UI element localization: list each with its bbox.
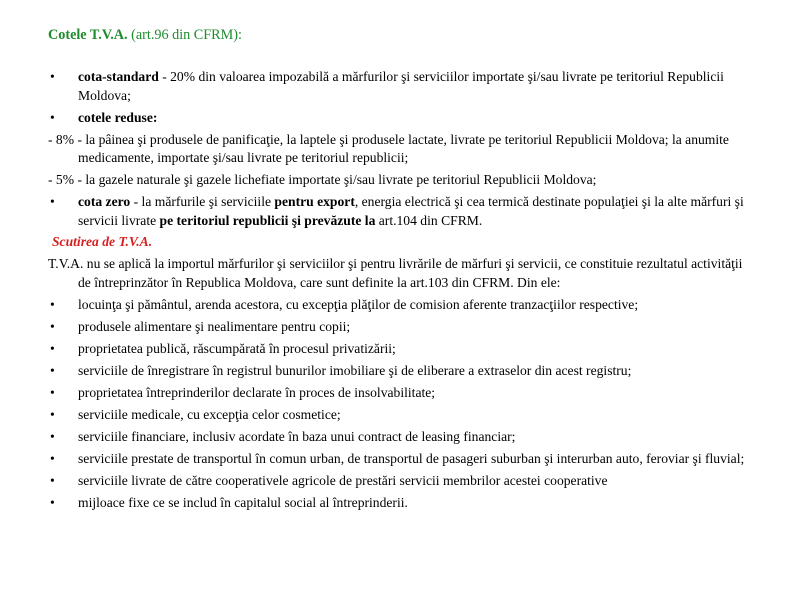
exemption-item — [48, 340, 748, 359]
bullet-icon: • — [50, 406, 55, 422]
exemption-heading: Scutirea de T.V.A. — [52, 233, 153, 249]
exemption-text: serviciile medicale, cu excepţia celor cosmetice; — [78, 406, 341, 422]
reduced-rate-8: - 8% - la pâinea şi produsele de panificaţie, la laptele şi produsele lactate, livrate pe teritoriul Republicii Moldova; la anumite medicamente, importate şi/sau livrate pe teritoriul republicii; — [48, 131, 729, 165]
bullet-icon: • — [50, 450, 55, 466]
exemption-item — [48, 406, 748, 425]
rate-text: - 20% din valoarea impozabilă a mărfurilor şi serviciilor importate şi/sau livrate pe teritoriul Republicii Moldova; — [78, 69, 724, 103]
exemption-item — [48, 318, 748, 337]
bullet-icon: • — [50, 194, 55, 209]
rate-item-zero — [48, 193, 748, 230]
zero-bold-1: cota zero — [78, 194, 131, 209]
exemption-text: serviciile financiare, inclusiv acordate în baza unui contract de leasing financiar; — [78, 428, 516, 444]
bullet-icon: • — [50, 296, 55, 312]
section-title — [48, 26, 242, 45]
exemption-item — [48, 450, 748, 469]
rate-item-standard — [48, 68, 748, 105]
zero-bold-2: pentru export — [274, 194, 355, 209]
zero-text-1: - la mărfurile şi serviciile — [130, 194, 275, 209]
reduced-rate-5: - 5% - la gazele naturale şi gazele lichefiate importate şi/sau livrate pe teritoriul Republicii Moldova; — [48, 172, 597, 187]
bullet-icon: • — [50, 472, 55, 488]
exemption-text: serviciile livrate de către cooperativele agricole de prestări servicii membrilor acestei cooperative — [78, 472, 608, 488]
exemption-text: mijloace fixe ce se includ în capitalul social al întreprinderii. — [78, 494, 408, 510]
exemption-item — [48, 472, 748, 491]
exemption-text: serviciile prestate de transportul în comun urban, de transportul de pasageri suburban şi interurban auto, feroviar şi fluvial; — [78, 450, 745, 466]
title-bold: Cotele T.V.A. — [48, 27, 128, 43]
zero-text-3: art.104 din CFRM. — [375, 212, 483, 228]
title-reference: (art.96 din CFRM): — [127, 27, 242, 43]
zero-bold-3: pe teritoriul republicii şi prevăzute la — [159, 212, 376, 228]
bullet-icon: • — [50, 340, 55, 356]
zero-text-2: , energia electrică şi cea termică destinate populaţiei şi la alte mărfuri şi servicii livrate — [78, 194, 744, 228]
exemption-text: locuinţa şi pământul, arenda acestora, cu excepţia plăţilor de comision aferente tranzacţiilor respective; — [78, 296, 639, 312]
content-body — [48, 68, 748, 516]
bullet-icon: • — [50, 109, 55, 125]
exemption-text: proprietatea întreprinderilor declarate în proces de insolvabilitate; — [78, 384, 436, 400]
rate-name: cota-standard — [78, 69, 159, 84]
bullet-icon: • — [50, 384, 55, 400]
exemption-item — [48, 384, 748, 403]
exemption-item — [48, 494, 748, 513]
exemption-text: proprietatea publică, răscumpărată în procesul privatizării; — [78, 340, 396, 356]
exemption-item — [48, 296, 748, 315]
exemption-item — [48, 362, 748, 381]
rate-item-reduced — [48, 109, 748, 128]
exemption-intro: T.V.A. nu se aplică la importul mărfurilor şi serviciilor şi pentru livrările de mărfuri şi servicii, ce constituie rezultatul activităţii de întreprinzător în Republica Moldova, care sunt definite la art.103 din CFRM. Din ele: — [48, 256, 743, 290]
exemption-text: produsele alimentare şi nealimentare pentru copii; — [78, 318, 351, 334]
exemption-item — [48, 428, 748, 447]
bullet-icon: • — [50, 428, 55, 444]
bullet-icon: • — [50, 318, 55, 334]
bullet-icon: • — [50, 362, 55, 378]
exemption-text: serviciile de înregistrare în registrul bunurilor imobiliare şi de eliberare a extraselor din acest registru; — [78, 362, 632, 378]
bullet-icon: • — [50, 69, 55, 84]
rate-name: cotele reduse: — [78, 109, 158, 125]
bullet-icon: • — [50, 494, 55, 510]
